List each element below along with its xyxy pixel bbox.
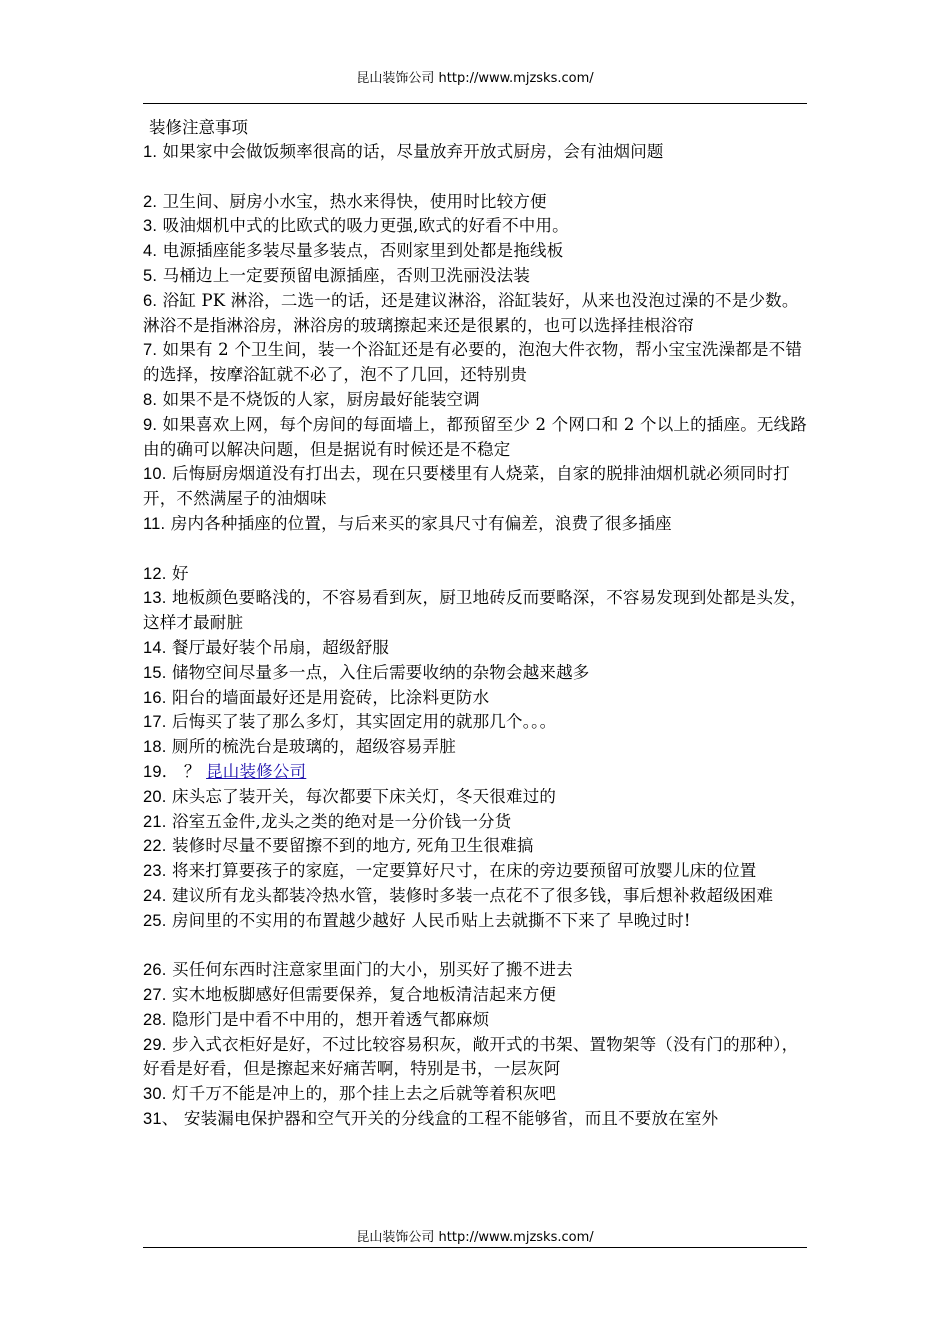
item-number: 9. bbox=[143, 415, 158, 434]
item-text: ？ bbox=[183, 761, 201, 781]
item-text: 如果家中会做饭频率很高的话，尽量放弃开放式厨房，会有油烟问题 bbox=[162, 142, 664, 161]
list-item bbox=[143, 958, 809, 983]
list-item bbox=[143, 636, 809, 661]
list-item bbox=[143, 710, 809, 735]
item-number: 29. bbox=[143, 1035, 167, 1054]
item-number: 17. bbox=[143, 713, 167, 732]
item-text: 餐厅最好装个吊扇，超级舒服 bbox=[172, 637, 390, 657]
item-number: 16. bbox=[143, 688, 167, 707]
page-footer bbox=[0, 1226, 950, 1245]
list-item bbox=[143, 1033, 809, 1083]
list-item bbox=[143, 909, 809, 934]
item-number: 10. bbox=[143, 465, 167, 484]
item-number: 12. bbox=[143, 564, 167, 583]
item-text: 床头忘了装开关，每次都要下床关灯，冬天很难过的 bbox=[172, 786, 557, 806]
item-number: 7. bbox=[143, 341, 158, 360]
item-list bbox=[143, 140, 809, 1132]
item-number: 31、 bbox=[143, 1110, 179, 1129]
item-text: 浴缸 PK 淋浴，二选一的话，还是建议淋浴，浴缸装好，从来也没泡过澡的不是少数。淋浴不是指淋浴房，淋浴房的玻璃擦起来还是很累的，也可以选择挂根浴帘 bbox=[143, 290, 799, 335]
list-item bbox=[143, 239, 809, 264]
list-item bbox=[143, 264, 809, 289]
list-item bbox=[143, 586, 809, 636]
item-text: 实木地板脚感好但需要保养，复合地板清洁起来方便 bbox=[172, 985, 557, 1005]
item-number: 8. bbox=[143, 390, 158, 409]
item-number: 30. bbox=[143, 1085, 167, 1104]
list-item bbox=[143, 1082, 809, 1107]
item-number: 2. bbox=[143, 192, 158, 211]
company-link[interactable]: 昆山装修公司 bbox=[206, 761, 307, 781]
list-item bbox=[143, 338, 809, 388]
item-number: 23. bbox=[143, 862, 167, 881]
item-text: 储物空间尽量多一点，入住后需要收纳的杂物会越来越多 bbox=[172, 662, 590, 682]
item-number: 26. bbox=[143, 961, 167, 980]
item-text: 装修时尽量不要留擦不到的地方, 死角卫生很难搞 bbox=[172, 836, 534, 856]
item-text: 地板颜色要略浅的，不容易看到灰，厨卫地砖反而要略深，不容易发现到处都是头发，这样才最耐脏 bbox=[143, 588, 807, 633]
list-item bbox=[143, 834, 809, 859]
list-item bbox=[143, 661, 809, 686]
item-number: 24. bbox=[143, 886, 167, 905]
item-text: 吸油烟机中式的比欧式的吸力更强,欧式的好看不中用。 bbox=[162, 216, 569, 236]
list-item bbox=[143, 289, 809, 339]
item-text: 灯千万不能是冲上的，那个挂上去之后就等着积灰吧 bbox=[172, 1084, 557, 1104]
item-text: 浴室五金件,龙头之类的绝对是一分价钱一分货 bbox=[172, 811, 512, 831]
item-text: 买任何东西时注意家里面门的大小，别买好了搬不进去 bbox=[172, 960, 573, 980]
list-item bbox=[143, 140, 809, 165]
item-text: 将来打算要孩子的家庭，一定要算好尺寸，在床的旁边要预留可放婴儿床的位置 bbox=[172, 861, 757, 881]
item-number: 11. bbox=[143, 514, 166, 533]
list-item bbox=[143, 884, 809, 909]
item-text: 房内各种插座的位置，与后来买的家具尺寸有偏差，浪费了很多插座 bbox=[170, 513, 672, 533]
item-text: 步入式衣柜好是好，不过比较容易积灰，敞开式的书架、置物架等（没有门的那种），好看是好看，但是擦起来好痛苦啊，特别是书，一层灰阿 bbox=[143, 1034, 799, 1079]
item-number: 6. bbox=[143, 291, 158, 310]
list-item bbox=[143, 562, 809, 587]
item-number: 1. bbox=[143, 143, 158, 161]
document-body bbox=[143, 115, 809, 1132]
item-number: 27. bbox=[143, 986, 167, 1005]
item-text: 如果有 2 个卫生间，装一个浴缸还是有必要的，泡泡大件衣物，帮小宝宝洗澡都是不错的选择，按摩浴缸就不必了，泡不了几回，还特别贵 bbox=[143, 340, 803, 385]
item-number: 18. bbox=[143, 738, 167, 757]
item-number: 20. bbox=[143, 787, 167, 806]
item-number: 13. bbox=[143, 589, 167, 608]
list-item bbox=[143, 388, 809, 413]
item-text: 阳台的墙面最好还是用瓷砖，比涂料更防水 bbox=[172, 687, 490, 707]
item-number: 3. bbox=[143, 217, 158, 236]
item-number: 21. bbox=[143, 812, 167, 831]
item-text: 房间里的不实用的布置越少越好 人民币贴上去就撕不下来了 早晚过时! bbox=[172, 910, 691, 930]
item-number: 14. bbox=[143, 638, 167, 657]
item-number: 4. bbox=[143, 242, 158, 261]
page-header bbox=[0, 67, 950, 86]
item-number: 5. bbox=[143, 266, 158, 285]
list-item bbox=[143, 686, 809, 711]
header-company: 昆山装饰公司 bbox=[356, 71, 435, 86]
item-text: 后悔买了装了那么多灯，其实固定用的就那几个。。。 bbox=[172, 712, 557, 732]
item-text: 电源插座能多装尽量多装点，否则家里到处都是拖线板 bbox=[162, 241, 564, 261]
item-text: 如果不是不烧饭的人家，厨房最好能装空调 bbox=[162, 389, 480, 409]
item-text: 如果喜欢上网，每个房间的每面墙上，都预留至少 2 个网口和 2 个以上的插座。无线路由的确可以解决问题，但是据说有时候还是不稳定 bbox=[143, 414, 807, 459]
header-url: http://www.mjzsks.com/ bbox=[438, 71, 594, 86]
list-item bbox=[143, 859, 809, 884]
list-item bbox=[143, 735, 809, 760]
list-item bbox=[143, 983, 809, 1008]
list-item bbox=[143, 462, 809, 512]
item-text: 厕所的梳洗台是玻璃的，超级容易弄脏 bbox=[172, 737, 456, 757]
item-number: 22. bbox=[143, 837, 167, 856]
item-text: 安装漏电保护器和空气开关的分线盒的工程不能够省，而且不要放在室外 bbox=[183, 1109, 719, 1129]
list-item bbox=[143, 810, 809, 835]
item-text: 马桶边上一定要预留电源插座，否则卫洗丽没法装 bbox=[162, 265, 531, 285]
item-text: 好 bbox=[172, 563, 189, 583]
list-item bbox=[143, 214, 809, 239]
footer-url: http://www.mjzsks.com/ bbox=[438, 1230, 594, 1245]
list-item bbox=[143, 1008, 809, 1033]
item-text: 后悔厨房烟道没有打出去，现在只要楼里有人烧菜，自家的脱排油烟机就必须同时打开，不然满屋子的油烟味 bbox=[143, 464, 790, 509]
list-item bbox=[143, 785, 809, 810]
item-text: 隐形门是中看不中用的，想开着透气都麻烦 bbox=[172, 1009, 490, 1029]
header-divider bbox=[143, 103, 807, 104]
item-number: 25. bbox=[143, 911, 167, 930]
item-text: 建议所有龙头都装冷热水管，装修时多装一点花不了很多钱，事后想补救超级困难 bbox=[172, 885, 774, 905]
item-number: 19． bbox=[143, 762, 179, 781]
document-title: 装修注意事项 bbox=[149, 118, 248, 137]
list-item bbox=[143, 760, 809, 785]
item-number: 28. bbox=[143, 1010, 167, 1029]
footer-company: 昆山装饰公司 bbox=[356, 1230, 435, 1245]
item-text: 卫生间、厨房小水宝，热水来得快，使用时比较方便 bbox=[162, 191, 547, 211]
list-item bbox=[143, 190, 809, 215]
list-item bbox=[143, 413, 809, 463]
item-number: 15. bbox=[143, 663, 167, 682]
footer-divider bbox=[143, 1247, 807, 1248]
list-item bbox=[143, 512, 809, 537]
list-item bbox=[143, 1107, 809, 1132]
